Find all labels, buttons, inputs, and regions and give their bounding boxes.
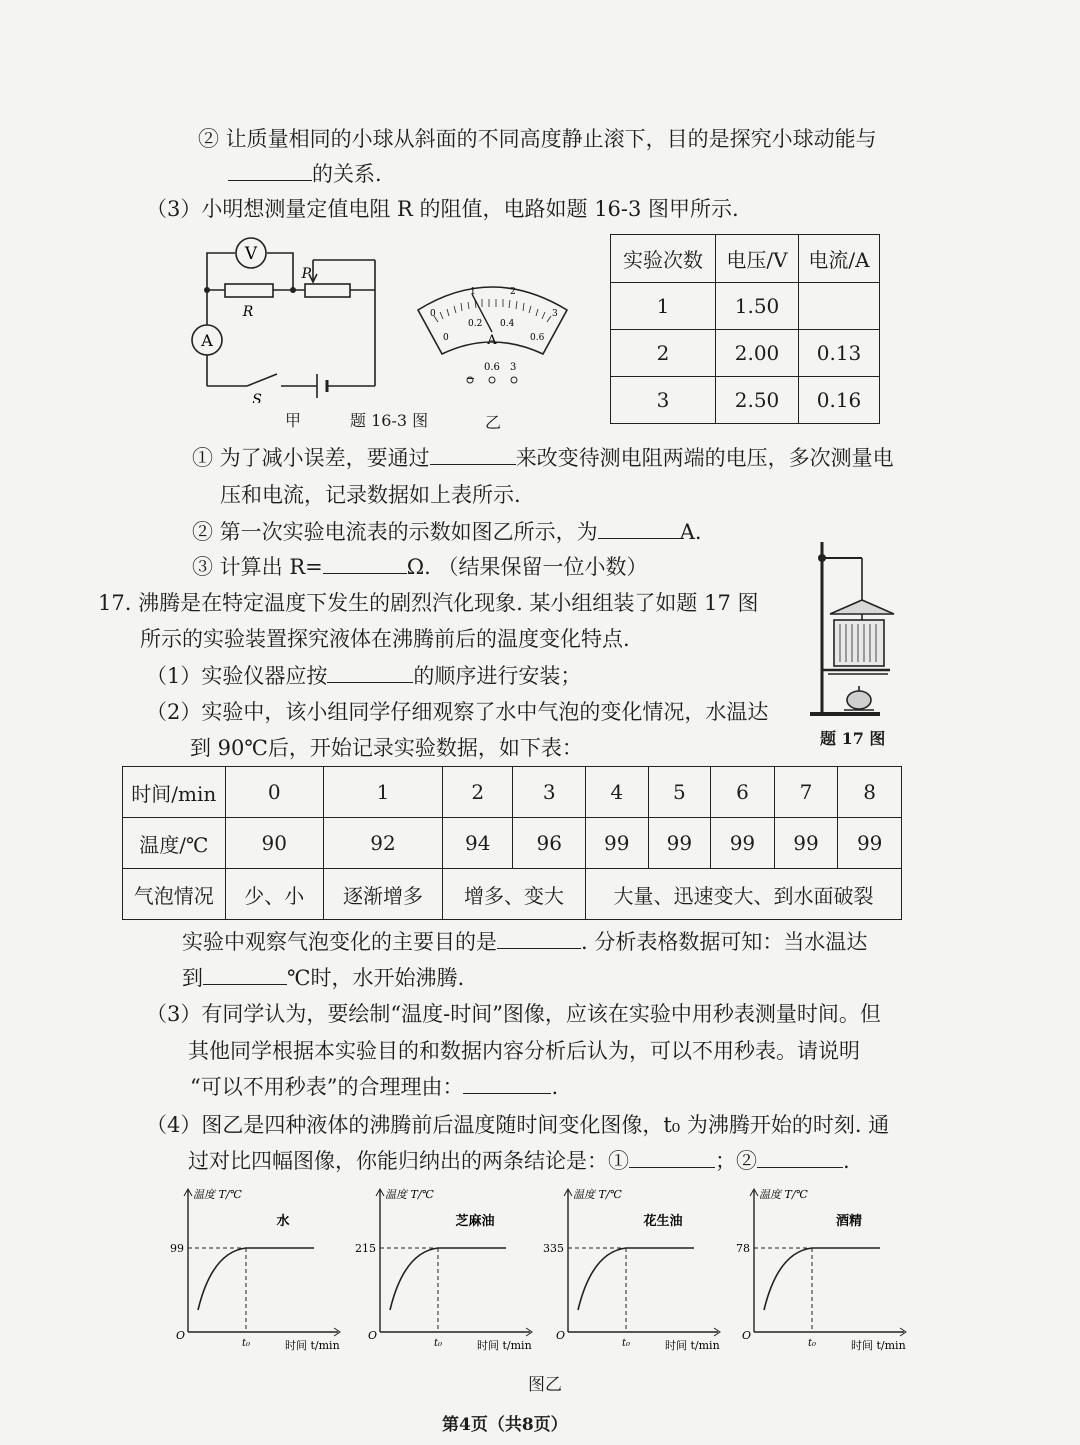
scale-label: 3 [552,309,558,319]
temp-cell: 99 [838,818,902,869]
temp-cell: 92 [323,818,442,869]
q16-3-2-line: ② 第一次实验电流表的示数如图乙所示，为 A. [192,520,702,544]
terminal-label: 3 [510,362,517,373]
origin-label: O [176,1329,186,1342]
y-axis-label: 温度 T/℃ [385,1188,434,1201]
q16-3-line: （3）小明想测量定值电阻 R 的阻值，电路如题 16-3 图甲所示. [146,197,739,221]
fig-yi-caption: 图乙 [528,1375,562,1395]
time-cell: 4 [585,767,648,818]
scale-label: 0 [430,309,436,319]
time-cell: 6 [711,767,775,818]
temp-cell: 90 [225,818,323,869]
boiling-data-table [122,766,902,920]
resistor-label: R [242,304,254,320]
t0-label: t₀ [622,1338,631,1349]
table-cell: 0.13 [799,330,880,377]
fig17-caption: 题 17 图 [820,729,886,748]
answer-blank[interactable] [497,928,581,949]
temp-cell: 99 [774,818,838,869]
ammeter-dial [410,272,575,387]
switch-label: S [252,392,262,403]
temp-cell: 99 [711,818,775,869]
q17-3-line-c: “可以不用秒表”的合理理由： . [190,1075,559,1099]
boiling-point-label: 99 [170,1242,184,1255]
q17-line-b: 所示的实验装置探究液体在沸腾前后的温度变化特点. [140,627,630,651]
answer-blank[interactable] [323,553,407,574]
table-header: 电流/A [799,235,880,283]
ammeter-label: A [201,331,213,350]
time-cell: 8 [838,767,902,818]
temp-cell: 94 [442,818,513,869]
boiling-apparatus-figure [800,532,900,722]
time-cell: 0 [225,767,323,818]
y-axis-label: 温度 T/℃ [573,1188,622,1201]
table-header: 实验次数 [611,235,716,283]
time-cell: 1 [323,767,442,818]
y-axis-label: 温度 T/℃ [193,1188,242,1201]
q17-4-line-b: 过对比四幅图像，你能归纳出的两条结论是：① ；② . [188,1149,850,1173]
t0-label: t₀ [242,1338,251,1349]
scale-label: 0.2 [468,319,483,329]
meter-unit: A [487,333,497,348]
q16-2-line-a: ② 让质量相同的小球从斜面的不同高度静止滚下，目的是探究小球动能与 [198,127,877,151]
bubble-cell: 大量、迅速变大、到水面破裂 [585,869,901,920]
q16-3-3-line: ③ 计算出 R= Ω. （结果保留一位小数） [192,555,648,579]
answer-blank[interactable] [228,160,312,181]
boiling-point-label: 335 [543,1242,564,1255]
answer-blank[interactable] [629,1147,715,1168]
q17-1-line: （1）实验仪器应按 的顺序进行安装； [146,664,582,688]
row-label: 时间/min [123,767,226,818]
q16-3-1-line-a: ① 为了减小误差，要通过 来改变待测电阻两端的电压，多次测量电 [192,446,894,470]
origin-label: O [556,1329,566,1342]
heating-curve [198,1248,246,1310]
resistance-data-table [610,234,880,424]
circuit-diagram [185,228,395,403]
answer-blank[interactable] [757,1147,843,1168]
table-cell: 2.00 [716,330,799,377]
scale-label: 1 [470,287,476,297]
bubble-cell: 逐渐增多 [323,869,442,920]
heating-curve [578,1248,626,1310]
row-label: 气泡情况 [123,869,226,920]
origin-label: O [368,1329,378,1342]
x-axis-label: 时间 t/min [285,1339,340,1352]
table-header: 电压/V [716,235,799,283]
bubble-cell: 增多、变大 [442,869,585,920]
temp-cell: 96 [513,818,585,869]
slider-label: P [301,266,311,282]
terminal-minus: − [466,372,476,385]
chart-title: 花生油 [643,1214,683,1229]
q17-4-line-a: （4）图乙是四种液体的沸腾前后温度随时间变化图像，t₀ 为沸腾开始的时刻. 通 [146,1113,890,1137]
q16-3-1-line-b: 压和电流，记录数据如上表所示. [220,483,521,507]
fig-jia-label: 甲 [285,411,302,430]
q17-3-line-a: （3）有同学认为，要绘制“温度-时间”图像，应该在实验中用秒表测量时间。但 [146,1002,881,1026]
boiling-point-label: 78 [736,1242,750,1255]
answer-blank[interactable] [327,662,413,683]
answer-blank[interactable] [463,1073,551,1094]
origin-label: O [742,1329,752,1342]
chart-title: 芝麻油 [455,1214,495,1229]
row-label: 温度/℃ [123,818,226,869]
fig16-caption: 题 16-3 图 [350,411,429,430]
y-axis-label: 温度 T/℃ [759,1188,808,1201]
temp-cell: 99 [648,818,711,869]
t0-label: t₀ [434,1338,443,1349]
q17-2-line-d: 到 ℃时，水开始沸腾. [182,966,465,990]
table-cell: 1 [611,283,716,330]
table-cell: 2.50 [716,377,799,424]
temperature-time-charts [160,1182,920,1354]
scale-label: 0.6 [530,333,545,343]
scale-label: 2 [510,287,516,297]
t0-label: t₀ [808,1338,817,1349]
time-cell: 5 [648,767,711,818]
table-cell: 3 [611,377,716,424]
scale-label: 0 [443,333,449,343]
temp-cell: 99 [585,818,648,869]
q17-2-line-c: 实验中观察气泡变化的主要目的是 . 分析表格数据可知：当水温达 [182,930,868,954]
q17-2-line-a: （2）实验中，该小组同学仔细观察了水中气泡的变化情况，水温达 [146,700,769,724]
q17-line-a: 17. 沸腾是在特定温度下发生的剧烈汽化现象. 某小组组装了如题 17 图 [98,591,759,615]
x-axis-label: 时间 t/min [665,1339,720,1352]
terminal-label: 0.6 [484,362,500,373]
chart-title: 水 [276,1214,290,1229]
chart-title: 酒精 [835,1214,863,1229]
answer-blank[interactable] [430,444,516,465]
time-cell: 7 [774,767,838,818]
table-cell: 2 [611,330,716,377]
time-cell: 2 [442,767,513,818]
q17-2-line-b: 到 90℃后，开始记录实验数据，如下表： [190,736,583,760]
heating-curve [390,1248,438,1310]
page-footer: 第4页（共8页） [442,1415,568,1435]
boiling-point-label: 215 [355,1242,376,1255]
table-cell: 1.50 [716,283,799,330]
q16-2-line-b: 的关系. [228,160,382,188]
time-cell: 3 [513,767,585,818]
scale-label: 0.4 [500,319,515,329]
answer-blank[interactable] [203,964,287,985]
heating-curve [764,1248,812,1310]
fig-yi-label: 乙 [485,413,502,432]
table-cell [799,283,880,330]
x-axis-label: 时间 t/min [851,1339,906,1352]
table-cell: 0.16 [799,377,880,424]
q17-3-line-b: 其他同学根据本实验目的和数据内容分析后认为，可以不用秒表。请说明 [188,1039,860,1063]
voltmeter-label: V [244,244,258,264]
bubble-cell: 少、小 [225,869,323,920]
x-axis-label: 时间 t/min [477,1339,532,1352]
answer-blank[interactable] [598,518,680,539]
